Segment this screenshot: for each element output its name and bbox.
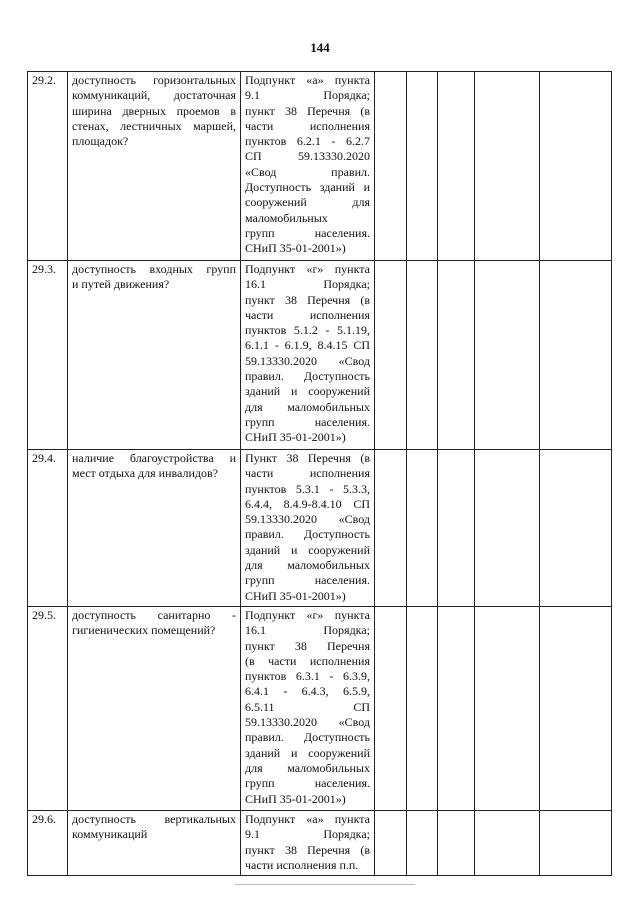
reference-line: СНиП 35-01-2001») [245,791,346,806]
item-number: 29.6. [28,810,68,875]
scan-artifact-line [235,884,415,885]
question-line: доступность входных групп [72,262,236,276]
reference-line: зданий и сооружений [245,745,370,760]
question-line: мест отдыха для инвалидов? [72,466,218,481]
table-row [28,261,612,450]
question-cell [68,810,241,875]
reference-line: СНиП 35-01-2001») [245,241,346,256]
question-line: и путей движения? [72,277,170,292]
question-cell [68,606,241,810]
reference-line: групп населения. [245,573,370,588]
reference-line: Подпункт «г» пункта [245,607,370,622]
empty-answer-cell [438,810,475,875]
reference-line: Доступность зданий и [245,180,370,195]
reference-line: правил. Доступность [245,369,370,384]
reference-line: маломобильных [245,210,328,225]
empty-answer-cell [475,72,540,261]
reference-line: сооружений для [245,195,370,210]
reference-line: «Свод правил. [245,164,370,179]
reference-line: Подпункт «а» пункта [245,811,370,826]
question-cell [68,261,241,450]
reference-line: части исполнения п.п. [245,857,359,872]
empty-answer-cell [375,261,407,450]
empty-answer-cell [540,261,612,450]
checklist-table [27,71,612,876]
reference-line: для маломобильных [245,760,370,775]
empty-answer-cell [438,450,475,607]
question-cell [68,450,241,607]
empty-answer-cell [375,450,407,607]
empty-answer-cell [540,450,612,607]
item-number: 29.3. [28,261,68,450]
reference-line: части исполнения [245,466,370,481]
empty-answer-cell [475,606,540,810]
reference-line: Подпункт «а» пункта [245,73,370,87]
reference-line: 9.1 Порядка; [245,827,370,842]
question-line: площадок? [72,134,129,149]
reference-line: пунктов 6.2.1 - 6.2.7 [245,134,370,149]
reference-line: для маломобильных [245,558,370,573]
empty-answer-cell [375,606,407,810]
empty-answer-cell [540,606,612,810]
reference-line: пункт 38 Перечня (в [245,292,370,307]
question-line: коммуникаций [72,827,148,842]
reference-line: пунктов 5.3.1 - 5.3.3, [245,481,370,496]
reference-line: 6.4.1 - 6.4.3, 6.5.9, [245,684,370,699]
empty-answer-cell [540,72,612,261]
page-number: 144 [310,40,330,55]
reference-line: 16.1 Порядка; [245,623,370,638]
question-line: гигиенических помещений? [72,623,216,638]
reference-line: для маломобильных [245,399,370,414]
reference-line: 6.5.11 СП [245,699,370,714]
empty-answer-cell [475,810,540,875]
question-line: стенах, лестничных маршей, [72,118,236,133]
reference-cell [241,450,375,607]
empty-answer-cell [438,606,475,810]
reference-line: зданий и сооружений [245,542,370,557]
reference-line: правил. Доступность [245,730,370,745]
table-row [28,810,612,875]
reference-line: 6.4.4, 8.4.9-8.4.10 СП [245,496,370,511]
empty-answer-cell [475,261,540,450]
reference-cell [241,810,375,875]
question-line: коммуникаций, достаточная [72,88,236,103]
reference-line: (в части исполнения [245,653,370,668]
question-line: доступность вертикальных [72,811,236,826]
reference-line: СП 59.13330.2020 [245,149,370,164]
question-line: ширина дверных проемов в [72,103,236,118]
reference-line: пунктов 5.1.2 - 5.1.19, [245,323,370,338]
reference-line: групп населения. [245,776,370,791]
reference-line: 59.13330.2020 «Свод [245,715,370,730]
question-line: наличие благоустройства и [72,451,236,465]
item-number: 29.2. [28,72,68,261]
empty-answer-cell [407,606,438,810]
reference-line: части исполнения [245,307,370,322]
empty-answer-cell [375,72,407,261]
reference-line: 59.13330.2020 «Свод [245,353,370,368]
question-cell [68,72,241,261]
empty-answer-cell [407,810,438,875]
reference-line: пунктов 6.3.1 - 6.3.9, [245,669,370,684]
reference-line: 6.1.1 - 6.1.9, 8.4.15 СП [245,338,370,353]
reference-line: Подпункт «г» пункта [245,262,370,276]
empty-answer-cell [407,261,438,450]
table-row [28,606,612,810]
empty-answer-cell [375,810,407,875]
empty-answer-cell [540,810,612,875]
reference-line: групп населения. [245,225,370,240]
empty-answer-cell [407,72,438,261]
empty-answer-cell [475,450,540,607]
empty-answer-cell [438,72,475,261]
reference-cell [241,261,375,450]
reference-line: правил. Доступность [245,527,370,542]
table-row [28,72,612,261]
item-number: 29.4. [28,450,68,607]
table-row [28,450,612,607]
question-line: доступность горизонтальных [72,73,236,87]
reference-line: 16.1 Порядка; [245,277,370,292]
empty-answer-cell [438,261,475,450]
reference-line: зданий и сооружений [245,384,370,399]
reference-line: пункт 38 Перечня (в [245,842,370,857]
question-line: доступность санитарно - [72,607,236,622]
item-number: 29.5. [28,606,68,810]
reference-cell [241,72,375,261]
reference-line: групп населения. [245,414,370,429]
reference-cell [241,606,375,810]
reference-line: 9.1 Порядка; [245,88,370,103]
reference-line: СНиП 35-01-2001») [245,430,346,445]
reference-line: Пункт 38 Перечня (в [245,451,370,465]
reference-line: 59.13330.2020 «Свод [245,512,370,527]
reference-line: пункт 38 Перечня (в [245,103,370,118]
empty-answer-cell [407,450,438,607]
reference-line: пункт 38 Перечня [245,638,370,653]
reference-line: части исполнения [245,118,370,133]
reference-line: СНиП 35-01-2001») [245,588,346,603]
